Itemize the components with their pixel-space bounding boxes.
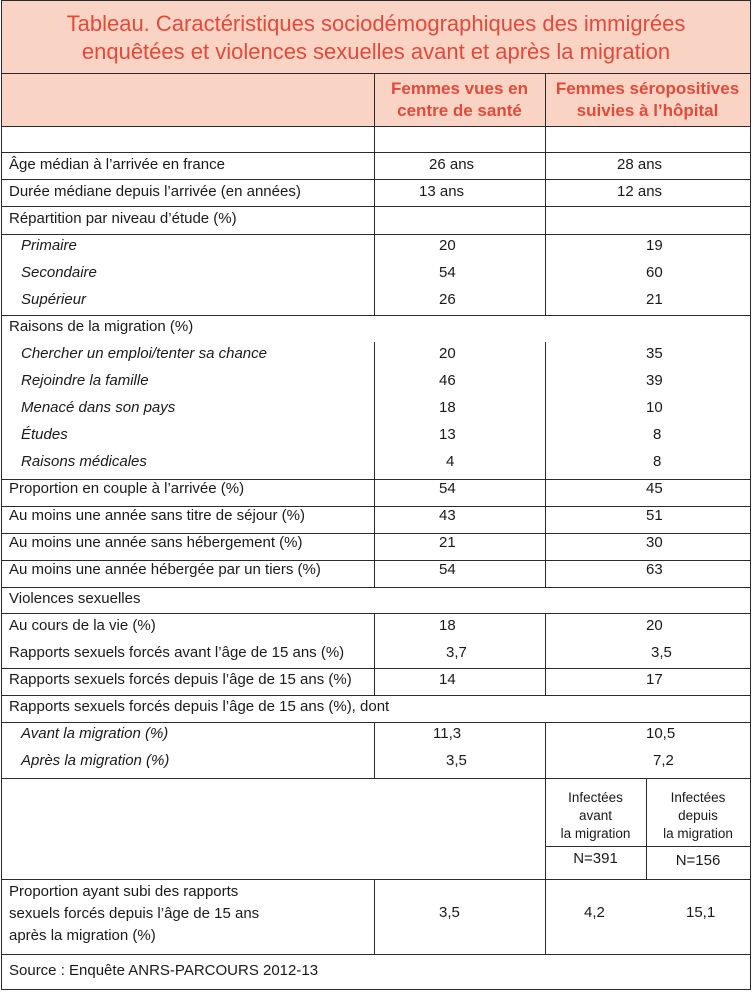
cell-hopital: 30 bbox=[646, 534, 663, 551]
row-label: Menacé dans son pays bbox=[21, 399, 176, 416]
row-label: Répartition par niveau d’étude (%) bbox=[9, 210, 237, 227]
cell-centre-de-sante: 11,3 bbox=[433, 725, 462, 742]
subheader-line: la migration bbox=[560, 826, 631, 841]
row-label: Rapports sexuels forcés depuis l’âge de 15 ans (%), dont bbox=[9, 698, 390, 715]
vertical-rule bbox=[545, 74, 546, 154]
vertical-rule bbox=[545, 234, 546, 315]
cell-centre-de-sante: 20 bbox=[439, 237, 456, 254]
horizontal-rule bbox=[2, 613, 750, 614]
cell-centre-de-sante: 46 bbox=[439, 372, 456, 389]
row-label-line: Proportion ayant subi des rapports bbox=[9, 883, 239, 900]
cell-hopital: 35 bbox=[646, 345, 663, 362]
row-label: Rejoindre la famille bbox=[21, 372, 149, 389]
row-label: Au moins une année sans titre de séjour (%) bbox=[9, 507, 305, 524]
vertical-rule bbox=[374, 479, 375, 587]
cell-centre-de-sante: 54 bbox=[439, 561, 456, 578]
subheader-line: Infectées bbox=[568, 790, 623, 805]
cell-hopital: 10 bbox=[646, 399, 663, 416]
row-label: Au moins une année hébergée par un tiers (%) bbox=[9, 561, 321, 578]
cell-hopital: 19 bbox=[646, 237, 663, 254]
cell-final-col1: 3,5 bbox=[439, 904, 460, 921]
vertical-rule bbox=[374, 722, 375, 778]
row-label-line: après la migration (%) bbox=[9, 927, 156, 944]
cell-hopital: 28 ans bbox=[617, 156, 663, 173]
cell-centre-de-sante: 20 bbox=[439, 345, 456, 362]
row-label: Proportion en couple à l’arrivée (%) bbox=[9, 480, 245, 497]
horizontal-rule bbox=[545, 846, 750, 847]
cell-centre-de-sante: 4 bbox=[446, 453, 455, 470]
row-label: Rapports sexuels forcés depuis l’âge de 15 ans (%) bbox=[9, 671, 352, 688]
cell-hopital: 60 bbox=[646, 264, 663, 281]
row-label: Avant la migration (%) bbox=[21, 725, 169, 742]
horizontal-rule bbox=[2, 206, 750, 207]
horizontal-rule bbox=[2, 560, 750, 561]
column-header-hopital bbox=[545, 74, 750, 126]
cell-centre-de-sante: 54 bbox=[439, 480, 456, 497]
cell-hopital: 17 bbox=[646, 671, 663, 688]
horizontal-rule bbox=[2, 152, 750, 153]
row-label: Supérieur bbox=[21, 291, 87, 308]
row-label: Après la migration (%) bbox=[21, 752, 170, 769]
table-title-line-1: Tableau. Caractéristiques sociodémographiques des immigrées bbox=[66, 11, 686, 36]
cell-hopital: 8 bbox=[653, 426, 662, 443]
horizontal-rule bbox=[2, 533, 750, 534]
column-header-line: centre de santé bbox=[397, 101, 522, 120]
row-label: Âge médian à l’arrivée en france bbox=[9, 156, 225, 173]
column-header-line: suivies à l’hôpital bbox=[576, 101, 719, 120]
cell-centre-de-sante: 3,5 bbox=[446, 752, 467, 769]
row-label: Raisons de la migration (%) bbox=[9, 318, 194, 335]
column-header-centre-de-sante bbox=[374, 74, 545, 126]
subheader-line: avant bbox=[578, 808, 613, 823]
vertical-rule bbox=[545, 479, 546, 587]
vertical-rule bbox=[545, 778, 546, 954]
horizontal-rule bbox=[2, 695, 750, 696]
cell-hopital: 45 bbox=[646, 480, 663, 497]
horizontal-rule bbox=[2, 722, 750, 723]
horizontal-rule bbox=[2, 479, 750, 480]
column-header-line: Femmes séropositives bbox=[555, 79, 740, 98]
vertical-rule bbox=[545, 152, 546, 234]
row-label: Durée médiane depuis l’arrivée (en années) bbox=[9, 183, 301, 200]
cell-centre-de-sante: 21 bbox=[439, 534, 456, 551]
horizontal-rule bbox=[2, 506, 750, 507]
row-label: Au cours de la vie (%) bbox=[9, 617, 156, 634]
row-label: Études bbox=[21, 426, 68, 443]
vertical-rule bbox=[374, 342, 375, 479]
column-header-row bbox=[2, 74, 750, 127]
vertical-rule bbox=[374, 234, 375, 315]
vertical-rule bbox=[374, 613, 375, 695]
cell-centre-de-sante: 26 ans bbox=[429, 156, 475, 173]
cell-hopital: 7,2 bbox=[653, 752, 674, 769]
cell-centre-de-sante: 43 bbox=[439, 507, 456, 524]
cell-centre-de-sante: 3,7 bbox=[446, 644, 467, 661]
horizontal-rule bbox=[2, 954, 750, 955]
cell-centre-de-sante: 18 bbox=[439, 617, 456, 634]
cell-final-col2b: 15,1 bbox=[686, 904, 716, 921]
cell-final-col2a: 4,2 bbox=[584, 904, 605, 921]
cell-hopital: 39 bbox=[646, 372, 663, 389]
cell-hopital: 10,5 bbox=[646, 725, 676, 742]
cell-hopital: 20 bbox=[646, 617, 663, 634]
subheader-n-depuis: N=156 bbox=[675, 852, 721, 869]
cell-centre-de-sante: 54 bbox=[439, 264, 456, 281]
subheader-infectees-avant bbox=[545, 789, 646, 843]
cell-centre-de-sante: 13 ans bbox=[419, 183, 465, 200]
horizontal-rule bbox=[2, 879, 750, 880]
subheader-line: depuis bbox=[678, 808, 718, 823]
vertical-rule bbox=[374, 74, 375, 154]
cell-hopital: 51 bbox=[646, 507, 663, 524]
column-header-line: Femmes vues en bbox=[390, 79, 528, 98]
cell-centre-de-sante: 26 bbox=[439, 291, 456, 308]
row-label-final bbox=[9, 881, 259, 947]
row-label: Rapports sexuels forcés avant l’âge de 15 ans (%) bbox=[9, 644, 345, 661]
row-label: Secondaire bbox=[21, 264, 97, 281]
vertical-rule bbox=[374, 152, 375, 234]
vertical-rule bbox=[545, 722, 546, 778]
vertical-rule bbox=[374, 879, 375, 954]
cell-hopital: 21 bbox=[646, 291, 663, 308]
cell-hopital: 63 bbox=[646, 561, 663, 578]
source-note: Source : Enquête ANRS-PARCOURS 2012-13 bbox=[9, 962, 319, 979]
table-title bbox=[2, 1, 750, 74]
cell-hopital: 12 ans bbox=[617, 183, 663, 200]
horizontal-rule bbox=[2, 179, 750, 180]
cell-centre-de-sante: 14 bbox=[439, 671, 456, 688]
cell-hopital: 8 bbox=[653, 453, 662, 470]
data-table bbox=[1, 0, 751, 990]
vertical-rule bbox=[545, 342, 546, 479]
table-title-line-2: enquêtées et violences sexuelles avant et après la migration bbox=[81, 39, 671, 64]
row-label: Raisons médicales bbox=[21, 453, 147, 470]
vertical-rule bbox=[646, 778, 647, 879]
row-label: Chercher un emploi/tenter sa chance bbox=[21, 345, 267, 362]
cell-centre-de-sante: 18 bbox=[439, 399, 456, 416]
row-label: Violences sexuelles bbox=[9, 590, 141, 607]
horizontal-rule bbox=[2, 234, 750, 235]
row-label-line: sexuels forcés depuis l’âge de 15 ans bbox=[9, 905, 260, 922]
subheader-line: la migration bbox=[663, 826, 733, 841]
subheader-infectees-depuis bbox=[646, 789, 750, 843]
horizontal-rule bbox=[2, 587, 750, 588]
horizontal-rule bbox=[2, 778, 750, 779]
cell-centre-de-sante: 13 bbox=[439, 426, 456, 443]
row-label: Primaire bbox=[21, 237, 77, 254]
vertical-rule bbox=[545, 613, 546, 695]
subheader-line: Infectées bbox=[670, 790, 726, 805]
horizontal-rule bbox=[2, 315, 750, 316]
cell-hopital: 3,5 bbox=[651, 644, 672, 661]
subheader-n-avant: N=391 bbox=[573, 850, 618, 867]
horizontal-rule bbox=[2, 668, 750, 669]
row-label: Au moins une année sans hébergement (%) bbox=[9, 534, 303, 551]
